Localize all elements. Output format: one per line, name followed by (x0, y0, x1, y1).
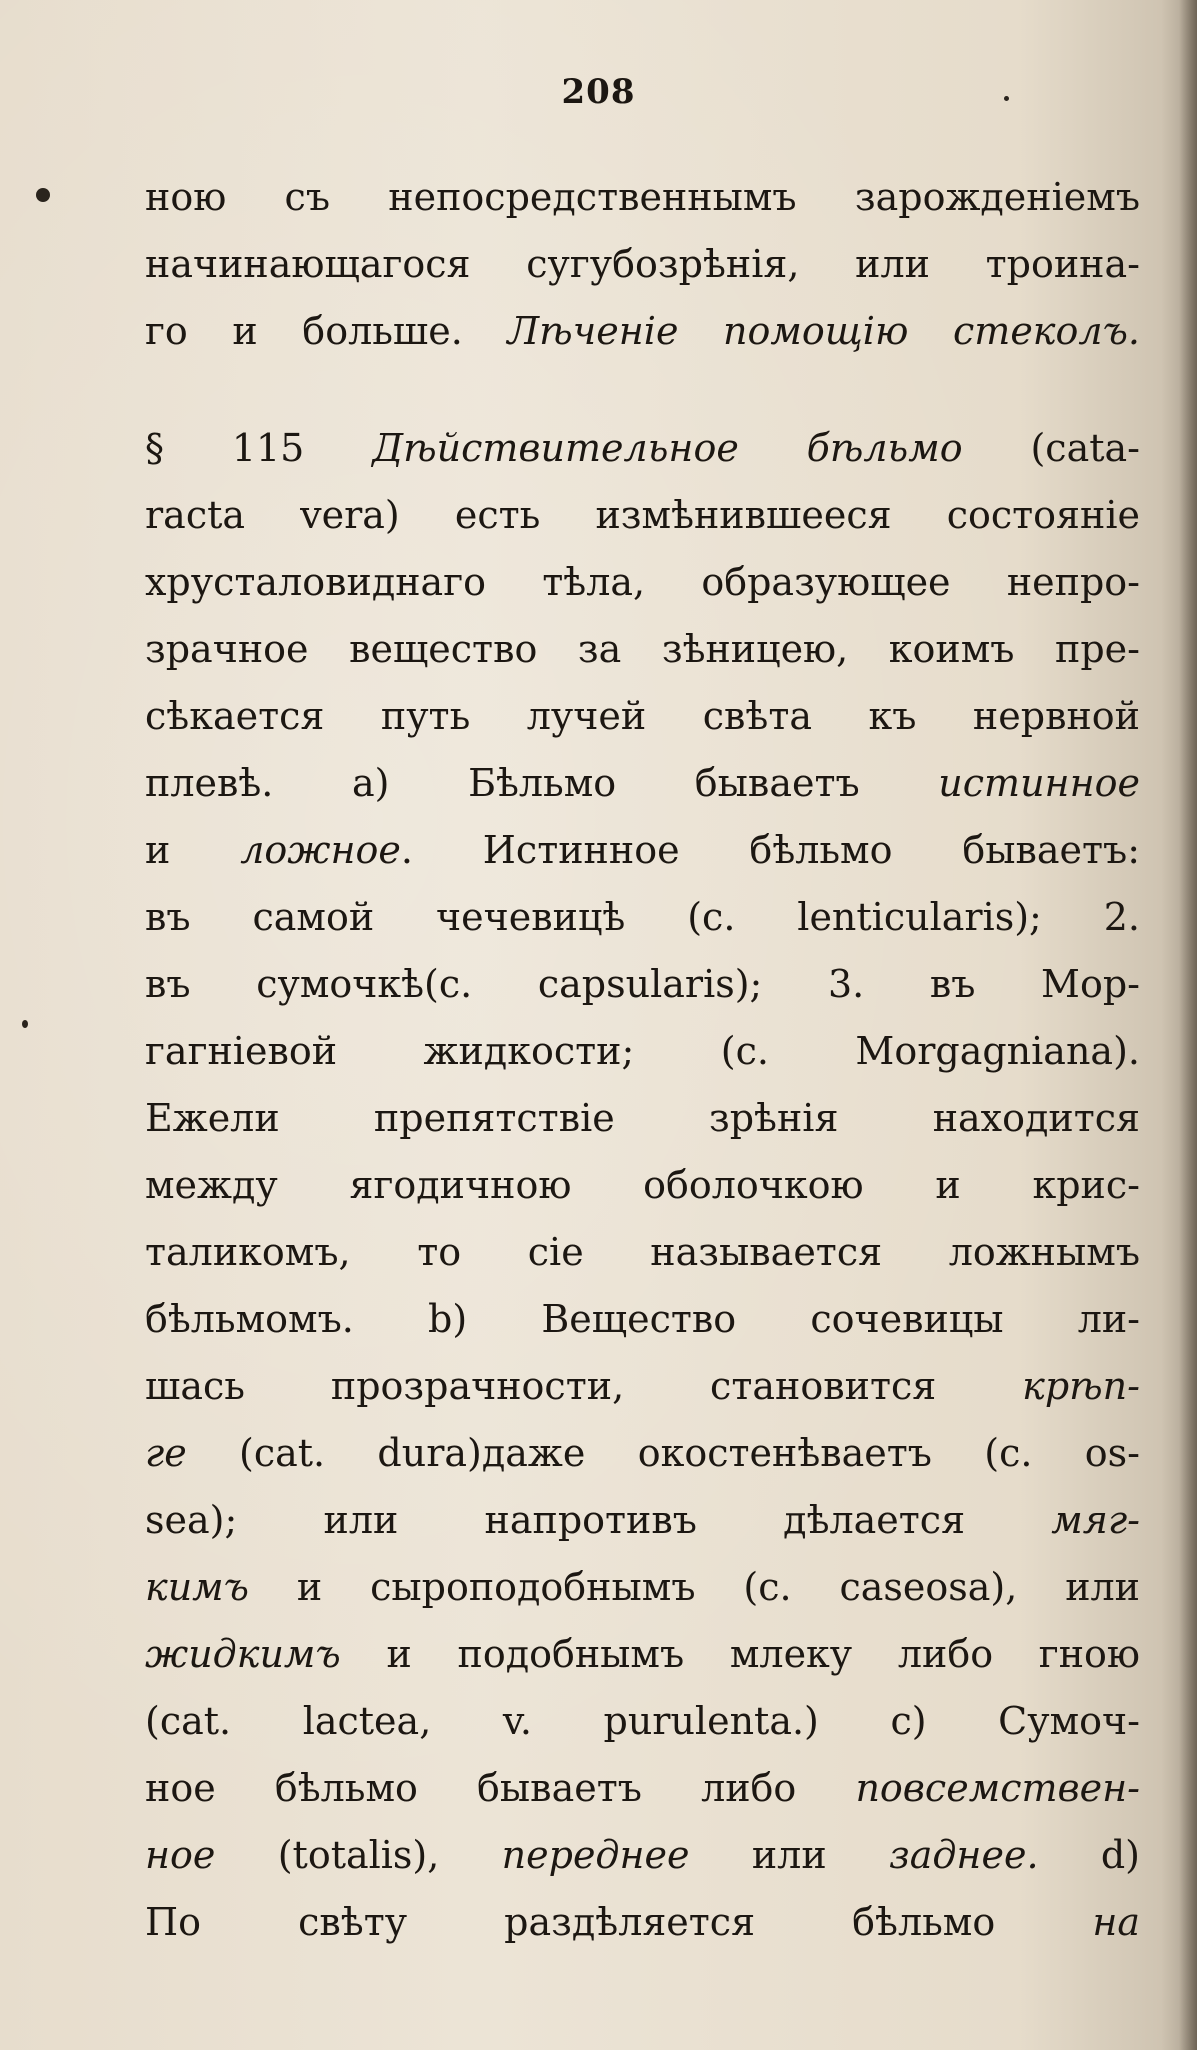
italic-text: ное (145, 1833, 216, 1877)
text-line (145, 1152, 1140, 1219)
text-line (145, 164, 1140, 231)
text-segment: между ягодичною оболочкою и крис- (145, 1163, 1140, 1207)
text-line (145, 1085, 1140, 1152)
text-segment: зрачное вещество за зѣницею, коимъ пре- (145, 627, 1140, 671)
italic-text: кимъ (145, 1565, 249, 1609)
text-line (145, 1688, 1140, 1755)
text-line (145, 1219, 1140, 1286)
text-segment: сѣкается путь лучей свѣта къ нервной (145, 694, 1140, 738)
text-segment: sea); или напротивъ дѣлается (145, 1498, 1052, 1542)
text-line (145, 1554, 1140, 1621)
text-line (145, 616, 1140, 683)
text-line (145, 415, 1140, 482)
text-segment: въ самой чечевицѣ (c. lenticularis); 2. (145, 895, 1140, 939)
text-segment: хрусталовиднаго тѣла, образующее непро- (145, 560, 1140, 604)
page-edge-shadow (1179, 0, 1197, 2050)
text-line (145, 1353, 1140, 1420)
text-line (145, 817, 1140, 884)
text-line (145, 1286, 1140, 1353)
italic-text: истинное (938, 761, 1140, 805)
italic-text: жидкимъ (145, 1632, 341, 1676)
text-line (145, 1621, 1140, 1688)
italic-text: на (1092, 1900, 1140, 1944)
text-line (145, 951, 1140, 1018)
text-segment: Ежели препятствіе зрѣнія находится (145, 1096, 1140, 1140)
ink-spot (36, 188, 50, 202)
italic-text: заднее. (888, 1833, 1039, 1877)
text-segment: (cat. lactea, v. purulenta.) c) Сумоч- (145, 1699, 1140, 1743)
body-text (145, 164, 1140, 1956)
text-segment: § 115 (145, 426, 373, 470)
page-number: 208 (561, 72, 636, 112)
text-line (145, 549, 1140, 616)
text-line (145, 1889, 1140, 1956)
italic-text: Лѣченіе помощію стеколъ. (507, 309, 1140, 353)
text-segment: бѣльмомъ. b) Вещество сочевицы ли- (145, 1297, 1140, 1341)
text-segment: шась прозрачности, становится (145, 1364, 1023, 1408)
text-segment: плевѣ. a) Бѣльмо бываетъ (145, 761, 939, 805)
text-segment: начинающагося сугубозрѣнія, или троина- (145, 242, 1140, 286)
text-segment: racta vera) есть измѣнившееся состояніе (145, 493, 1140, 537)
text-line (145, 1487, 1140, 1554)
text-segment: въ сумочкѣ(c. capsularis); 3. въ Мор- (145, 962, 1140, 1006)
italic-text: повсемствен- (855, 1766, 1140, 1810)
text-segment: ною съ непосредственнымъ зарожденіемъ (145, 175, 1140, 219)
text-segment: гагніевой жидкости; (c. Morgagniana). (145, 1029, 1140, 1073)
italic-text: Дѣйствительное бѣльмо (372, 426, 963, 470)
text-line (145, 231, 1140, 298)
text-line (145, 298, 1140, 365)
text-segment: или (689, 1833, 889, 1877)
italic-text: переднее (501, 1833, 690, 1877)
text-line (145, 1420, 1140, 1487)
italic-text: ложное (240, 828, 401, 872)
text-segment: (cat. dura)даже окостенѣваетъ (c. os- (186, 1431, 1140, 1475)
ink-spot (22, 1020, 28, 1028)
italic-text: мяг- (1051, 1498, 1140, 1542)
text-line (145, 1755, 1140, 1822)
text-segment: и сыроподобнымъ (c. caseosa), или (249, 1565, 1140, 1609)
text-segment: (cata- (962, 426, 1140, 470)
italic-text: крѣп- (1022, 1364, 1140, 1408)
italic-text: ге (145, 1431, 187, 1475)
text-line (145, 750, 1140, 817)
text-line (145, 884, 1140, 951)
text-segment: ное бѣльмо бываетъ либо (145, 1766, 856, 1810)
text-line (145, 683, 1140, 750)
text-segment: (totalis), (215, 1833, 502, 1877)
text-segment: таликомъ, то сіе называется ложнымъ (145, 1230, 1140, 1274)
text-segment: и (145, 828, 241, 872)
text-segment: По свѣту раздѣляется бѣльмо (145, 1900, 1093, 1944)
text-line (145, 1822, 1140, 1889)
text-line (145, 482, 1140, 549)
text-segment: го и больше. (145, 309, 508, 353)
text-segment: d) (1038, 1833, 1140, 1877)
text-line (145, 1018, 1140, 1085)
text-segment: и подобнымъ млеку либо гною (340, 1632, 1140, 1676)
text-segment: . Истинное бѣльмо бываетъ: (400, 828, 1140, 872)
